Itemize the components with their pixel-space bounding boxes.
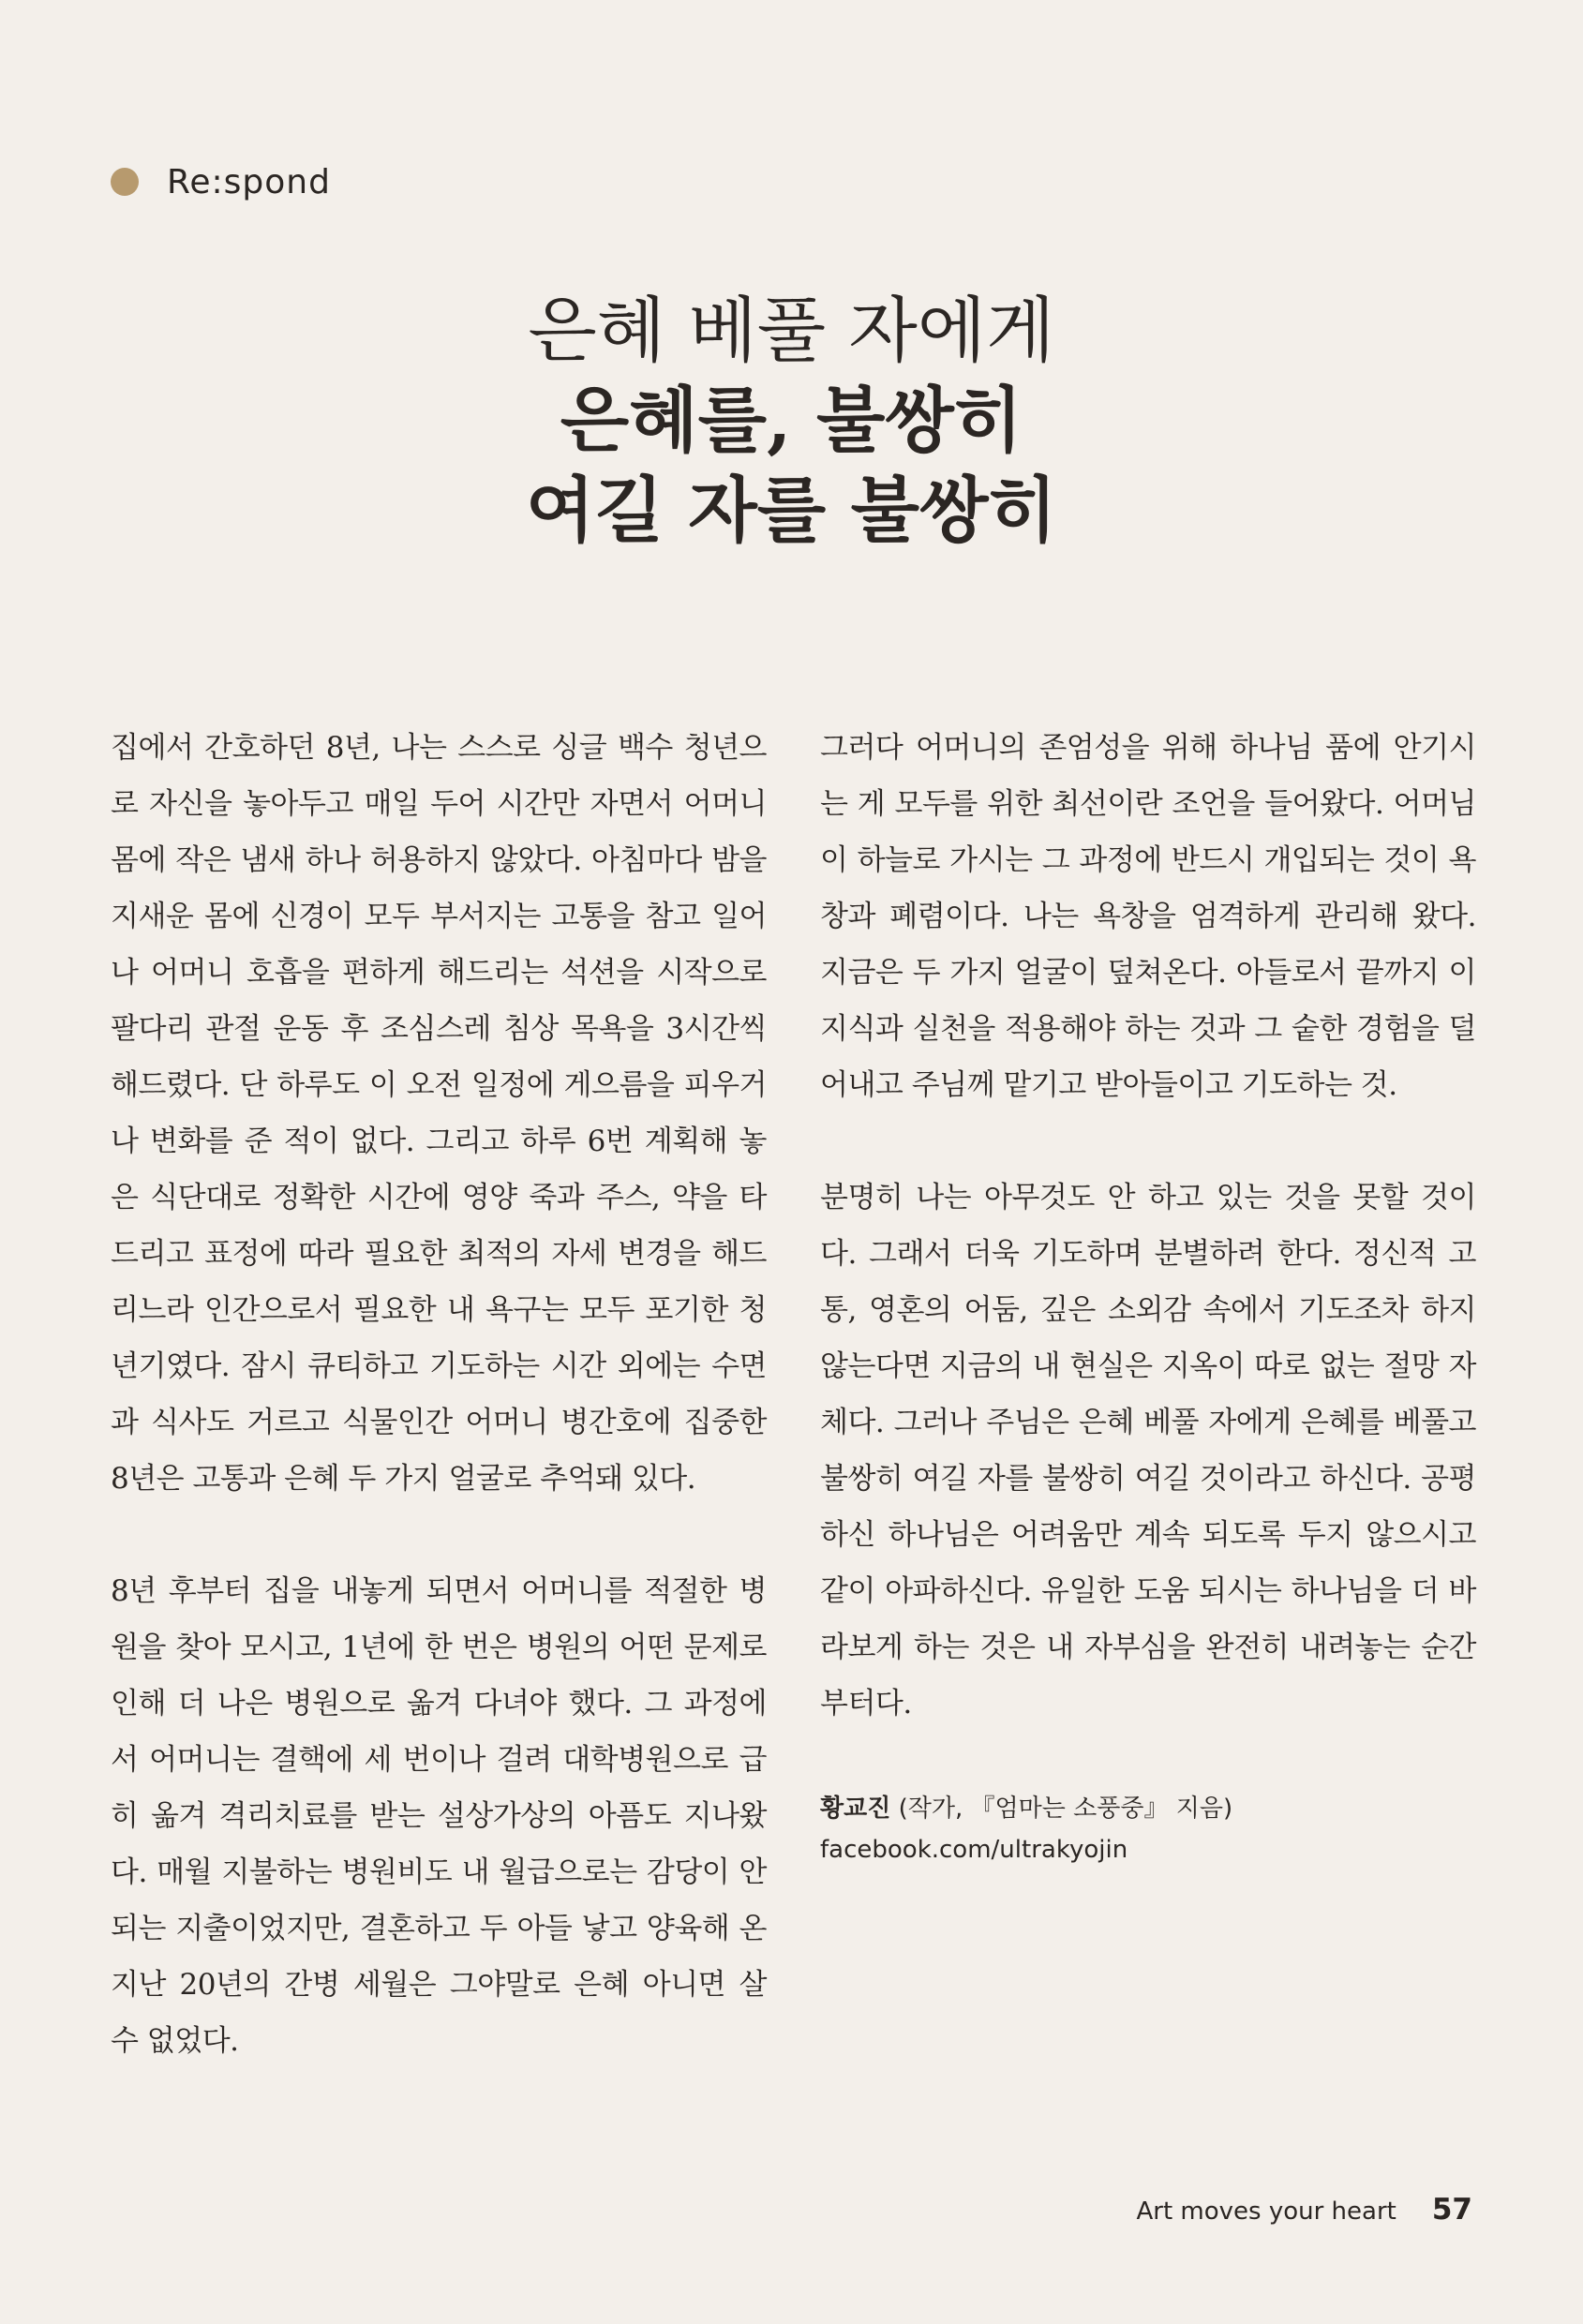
body-column-right bbox=[820, 720, 1476, 1870]
author-url: facebook.com/ultrakyojin bbox=[820, 1836, 1128, 1864]
section-dot-icon bbox=[111, 168, 139, 196]
title-line-2: 은혜를, 불쌍히 bbox=[560, 379, 1023, 462]
title-line-1: 은혜 베풀 자에게 bbox=[528, 289, 1055, 372]
footer-tagline: Art moves your heart bbox=[1136, 2197, 1396, 2226]
section-label: Re:spond bbox=[167, 162, 331, 201]
page-number: 57 bbox=[1431, 2193, 1472, 2227]
page-footer bbox=[1136, 2193, 1472, 2227]
body-column-left bbox=[111, 720, 767, 2125]
author-credit bbox=[820, 1788, 1476, 1870]
title-line-3: 여길 자를 불쌍히 bbox=[526, 469, 1057, 552]
body-paragraph: 8년 후부터 집을 내놓게 되면서 어머니를 적절한 병원을 찾아 모시고, 1년에 한 번은 병원의 어떤 문제로 인해 더 나은 병원으로 옮겨 다녀야 했다. 그 과정에서 어머니는 결핵에 세 번이나 걸려 대학병원으로 급히 옮겨 격리치료를 받는 설상가상의 아픔도 지나왔다. 매월 지불하는 병원비도 내 월급으로는 감당이 안 되는 지출이었지만, 결혼하고 두 아들 낳고 양육해 온 지난 20년의 간병 세월은 그야말로 은혜 아니면 살 수 없었다. bbox=[111, 1574, 767, 2058]
author-name: 황교진 bbox=[820, 1795, 891, 1823]
body-paragraph: 그러다 어머니의 존엄성을 위해 하나님 품에 안기시는 게 모두를 위한 최선이란 조언을 들어왔다. 어머님이 하늘로 가시는 그 과정에 반드시 개입되는 것이 욕창과 폐렴이다. 나는 욕창을 엄격하게 관리해 왔다. 지금은 두 가지 얼굴이 덮쳐온다. 아들로서 끝까지 이 지식과 실천을 적용해야 하는 것과 그 숱한 경험을 덜어내고 주님께 맡기고 받아들이고 기도하는 것. bbox=[820, 731, 1476, 1102]
body-paragraph: 집에서 간호하던 8년, 나는 스스로 싱글 백수 청년으로 자신을 놓아두고 매일 두어 시간만 자면서 어머니 몸에 작은 냄새 하나 허용하지 않았다. 아침마다 밤을 지새운 몸에 신경이 모두 부서지는 고통을 참고 일어나 어머니 호흡을 편하게 해드리는 석션을 시작으로 팔다리 관절 운동 후 조심스레 침상 목욕을 3시간씩 해드렸다. 단 하루도 이 오전 일정에 게으름을 피우거나 변화를 준 적이 없다. 그리고 하루 6번 계획해 놓은 식단대로 정확한 시간에 영양 죽과 주스, 약을 타드리고 표정에 따라 필요한 최적의 자세 변경을 해드리느라 인간으로서 필요한 내 욕구는 모두 포기한 청년기였다. 잠시 큐티하고 기도하는 시간 외에는 수면과 식사도 거르고 식물인간 어머니 병간호에 집중한 8년은 고통과 은혜 두 가지 얼굴로 추억돼 있다. bbox=[111, 731, 767, 1496]
body-paragraph: 분명히 나는 아무것도 안 하고 있는 것을 못할 것이다. 그래서 더욱 기도하며 분별하려 한다. 정신적 고통, 영혼의 어둠, 깊은 소외감 속에서 기도조차 하지 않는다면 지금의 내 현실은 지옥이 따로 없는 절망 자체다. 그러나 주님은 은혜 베풀 자에게 은혜를 베풀고 불쌍히 여길 자를 불쌍히 여길 것이라고 하신다. 공평하신 하나님은 어려움만 계속 되도록 두지 않으시고 같이 아파하신다. 유일한 도움 되시는 하나님을 더 바라보게 하는 것은 내 자부심을 완전히 내려놓는 순간부터다. bbox=[820, 1181, 1476, 1721]
section-tag bbox=[111, 161, 331, 202]
article-title bbox=[0, 286, 1583, 556]
author-role: (작가, 『엄마는 소풍중』 지음) bbox=[890, 1795, 1233, 1823]
